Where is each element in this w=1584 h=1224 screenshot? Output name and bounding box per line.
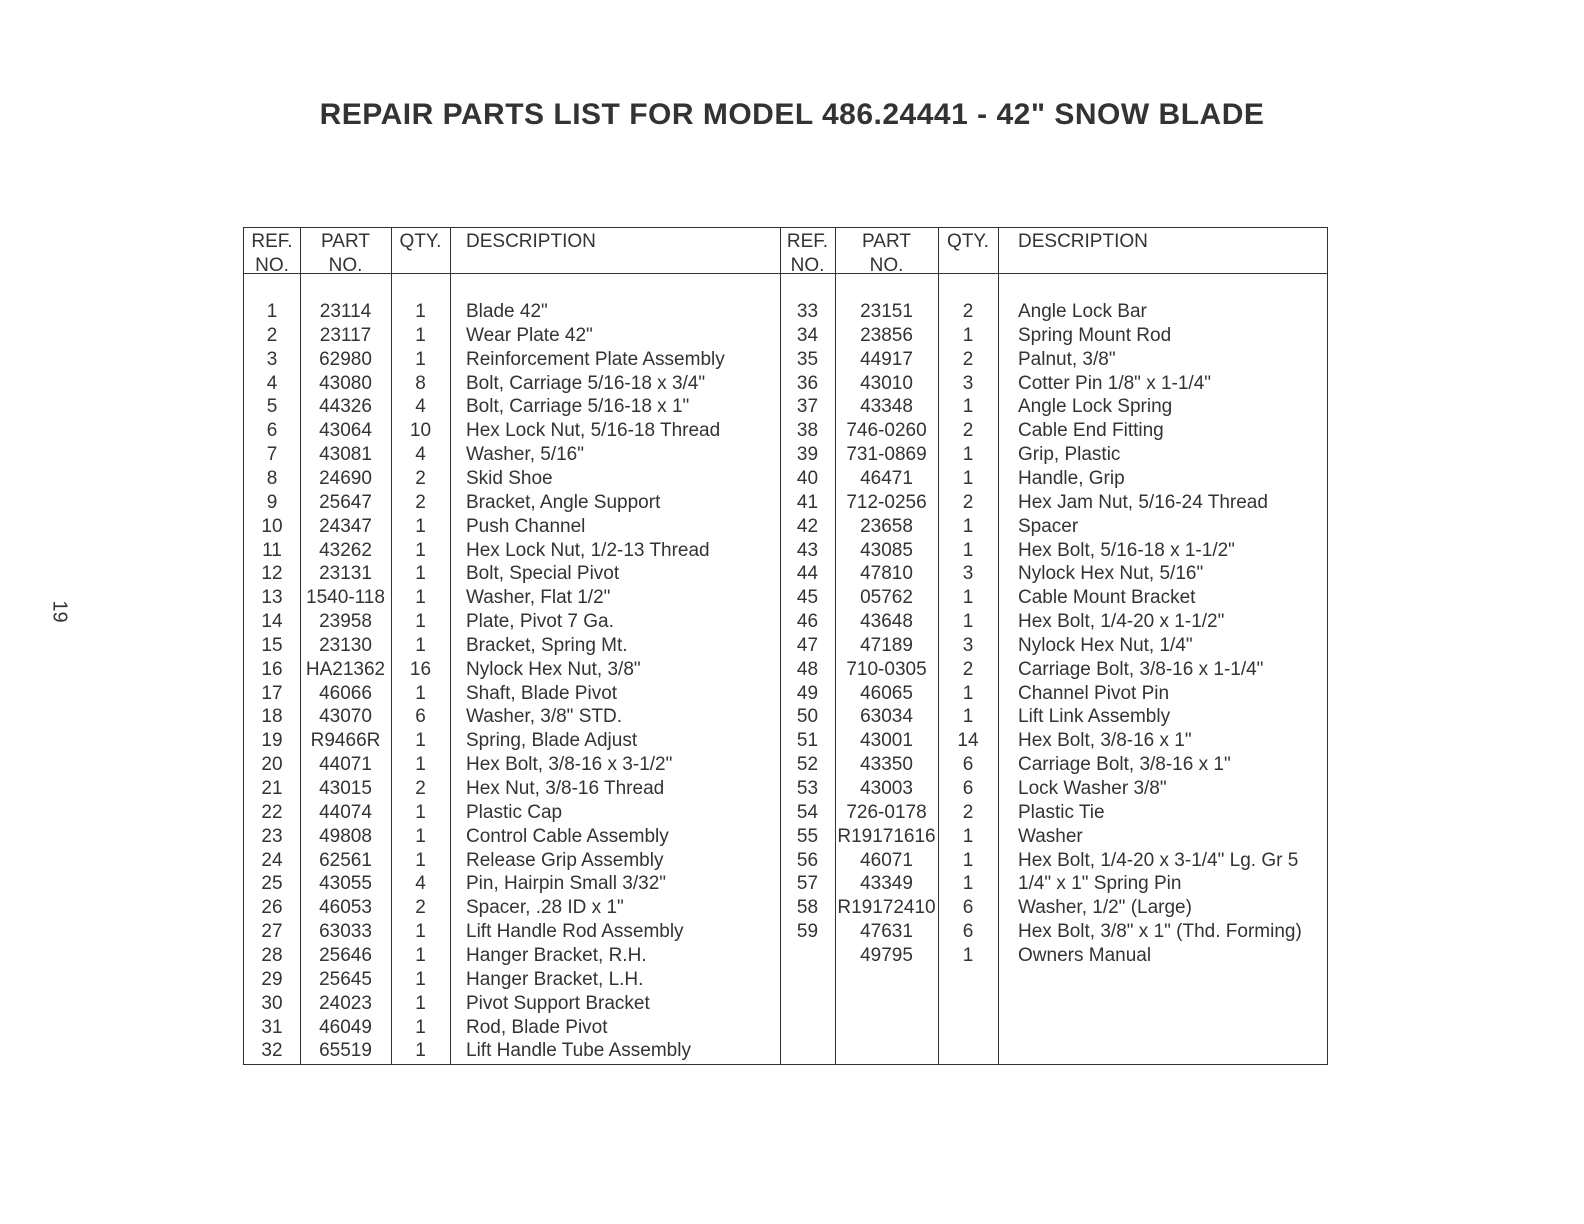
quantity: 14	[957, 730, 979, 752]
ref-number: 16	[261, 658, 283, 680]
quantity: 3	[962, 634, 974, 656]
ref-number: 38	[796, 420, 819, 442]
ref-number: 29	[261, 968, 283, 990]
description: Owners Manual	[1018, 944, 1152, 966]
ref-number: 42	[796, 515, 819, 537]
ref-number: 59	[796, 921, 819, 943]
description: Lift Handle Rod Assembly	[466, 921, 684, 943]
quantity: 6	[962, 778, 974, 799]
description: Pivot Support Bracket	[466, 992, 650, 1014]
description: Palnut, 3/8"	[1018, 348, 1116, 370]
quantity: 1	[962, 515, 974, 537]
ref-number: 27	[261, 921, 283, 943]
ref-number: 3	[266, 348, 278, 370]
parts-row	[244, 682, 1327, 706]
ref-number: 28	[261, 944, 283, 966]
quantity: 1	[962, 587, 974, 609]
quantity: 1	[415, 849, 426, 871]
ref-number: 1	[266, 301, 278, 322]
ref-number: 15	[261, 634, 283, 656]
quantity: 1	[962, 539, 974, 561]
quantity: 1	[962, 324, 974, 346]
part-number: 726-0178	[846, 801, 927, 823]
part-number: 43070	[319, 706, 372, 728]
ref-number: 50	[796, 706, 819, 728]
parts-row	[244, 419, 1327, 443]
quantity: 1	[415, 944, 426, 966]
ref-number: 14	[261, 611, 283, 633]
parts-row	[244, 777, 1327, 801]
quantity: 2	[962, 801, 974, 823]
part-number: 62980	[319, 348, 372, 370]
part-number: 23131	[319, 563, 372, 585]
description: Washer, 1/2" (Large)	[1018, 897, 1192, 919]
quantity: 1	[415, 921, 426, 943]
parts-row	[244, 920, 1327, 944]
description: Spacer, .28 ID x 1"	[466, 897, 624, 919]
quantity: 1	[415, 634, 426, 656]
part-number: 731-0869	[846, 444, 927, 466]
description: Carriage Bolt, 3/8-16 x 1"	[1018, 754, 1231, 776]
parts-row	[244, 300, 1327, 324]
ref-number: 58	[796, 897, 819, 919]
description: Nylock Hex Nut, 5/16"	[1018, 563, 1204, 585]
quantity: 2	[415, 491, 426, 513]
ref-number: 51	[796, 730, 819, 752]
quantity: 1	[415, 968, 426, 990]
header-part-line2: NO.	[869, 255, 904, 276]
parts-row	[244, 348, 1327, 372]
ref-number: 24	[261, 849, 283, 871]
description: Angle Lock Bar	[1018, 301, 1147, 322]
description: Handle, Grip	[1018, 467, 1125, 489]
header-part-line1: PART	[862, 231, 911, 252]
part-number: 05762	[860, 587, 913, 609]
parts-row	[244, 610, 1327, 634]
quantity: 1	[962, 611, 974, 633]
part-number: R19171616	[837, 825, 936, 847]
ref-number: 47	[796, 634, 819, 656]
page-title: REPAIR PARTS LIST FOR MODEL 486.24441 - 42" SNOW BLADE	[319, 98, 1265, 131]
part-number: 46471	[860, 467, 913, 489]
quantity: 1	[415, 515, 426, 537]
part-number: 47810	[860, 563, 913, 585]
part-number: 43262	[319, 539, 372, 561]
header-part-line2: NO.	[328, 255, 363, 276]
quantity: 1	[415, 730, 426, 752]
ref-number: 48	[796, 658, 819, 680]
description: Nylock Hex Nut, 3/8"	[466, 658, 641, 680]
part-number: 23658	[860, 515, 913, 537]
part-number: 63033	[319, 921, 372, 943]
header-ref-line1: REF.	[251, 231, 293, 252]
description: Control Cable Assembly	[466, 825, 669, 847]
description: Wear Plate 42"	[466, 324, 593, 346]
part-number: 49808	[319, 825, 372, 847]
description: Release Grip Assembly	[466, 849, 664, 871]
quantity: 1	[962, 873, 974, 895]
ref-number: 11	[262, 539, 282, 561]
part-number: 46049	[319, 1016, 372, 1038]
quantity: 1	[415, 801, 426, 823]
ref-number: 13	[261, 587, 283, 609]
part-number: 710-0305	[846, 658, 927, 680]
description: Lift Handle Tube Assembly	[466, 1040, 691, 1062]
description: Rod, Blade Pivot	[466, 1016, 608, 1038]
part-number: 23114	[319, 301, 372, 322]
parts-row	[244, 395, 1327, 419]
part-number: 43010	[860, 372, 913, 394]
page-number: 19	[48, 600, 71, 623]
part-number: 23856	[860, 324, 913, 346]
quantity: 1	[962, 467, 974, 489]
ref-number: 4	[266, 372, 278, 394]
ref-number: 55	[796, 825, 819, 847]
quantity: 3	[962, 563, 974, 585]
quantity: 1	[415, 682, 426, 704]
quantity: 1	[415, 754, 426, 776]
ref-number: 39	[796, 444, 819, 466]
description: Hex Lock Nut, 1/2-13 Thread	[466, 539, 710, 561]
part-number: 24347	[319, 515, 372, 537]
ref-number: 21	[261, 778, 283, 799]
ref-number: 9	[266, 491, 278, 513]
part-number: 712-0256	[846, 491, 927, 513]
header-ref-line2: NO.	[255, 255, 289, 276]
quantity: 1	[415, 348, 426, 370]
description: Hanger Bracket, R.H.	[466, 944, 647, 966]
quantity: 8	[415, 372, 426, 394]
description: Nylock Hex Nut, 1/4"	[1018, 634, 1193, 656]
part-number: 43085	[860, 539, 913, 561]
description: Cable Mount Bracket	[1018, 587, 1196, 609]
description: Carriage Bolt, 3/8-16 x 1-1/4"	[1018, 658, 1264, 680]
quantity: 2	[962, 420, 974, 442]
header-ref-line2: NO.	[790, 255, 825, 276]
ref-number: 32	[261, 1040, 283, 1062]
description: Hex Bolt, 1/4-20 x 3-1/4" Lg. Gr 5	[1018, 849, 1299, 871]
part-number: 43081	[319, 444, 372, 466]
description: Washer	[1018, 825, 1083, 847]
ref-number: 18	[261, 706, 283, 728]
description: Push Channel	[466, 515, 586, 537]
part-number: 23130	[319, 634, 372, 656]
part-number: 44074	[319, 801, 372, 823]
description: Pin, Hairpin Small 3/32"	[466, 873, 667, 895]
quantity: 1	[962, 825, 974, 847]
ref-number: 19	[261, 730, 283, 752]
description: Cable End Fitting	[1018, 420, 1164, 442]
part-number: 23117	[319, 324, 372, 346]
quantity: 1	[415, 587, 426, 609]
ref-number: 5	[266, 396, 278, 418]
parts-row	[244, 1039, 1327, 1063]
part-number: 43348	[860, 396, 913, 418]
ref-number: 43	[796, 539, 819, 561]
quantity: 1	[962, 706, 974, 728]
ref-number: 37	[796, 396, 819, 418]
ref-number: 23	[261, 825, 283, 847]
quantity: 4	[415, 444, 426, 466]
description: Bracket, Spring Mt.	[466, 634, 628, 656]
part-number: 43349	[860, 873, 913, 895]
parts-row	[244, 729, 1327, 753]
part-number: 49795	[860, 944, 913, 966]
parts-row	[244, 944, 1327, 968]
ref-number: 45	[796, 587, 819, 609]
description: Spring, Blade Adjust	[466, 730, 638, 752]
quantity: 10	[409, 420, 432, 442]
ref-number: 57	[796, 873, 819, 895]
ref-number: 25	[261, 873, 283, 895]
quantity: 6	[962, 921, 974, 943]
part-number: 43055	[319, 873, 372, 895]
part-number: 43001	[860, 730, 913, 752]
description: Channel Pivot Pin	[1018, 682, 1170, 704]
part-number: 62561	[319, 849, 372, 871]
ref-number: 34	[796, 324, 819, 346]
description: Spring Mount Rod	[1018, 324, 1172, 346]
description: Plate, Pivot 7 Ga.	[466, 611, 614, 633]
parts-row	[244, 586, 1327, 610]
description: Grip, Plastic	[1018, 444, 1121, 466]
description: Bolt, Special Pivot	[466, 563, 620, 585]
parts-row	[244, 515, 1327, 539]
part-number: 23958	[319, 611, 372, 633]
quantity: 6	[415, 706, 426, 728]
header-ref-right	[780, 230, 835, 278]
ref-number: 8	[266, 467, 278, 489]
parts-row	[244, 443, 1327, 467]
header-part-left	[300, 230, 391, 278]
description: Hex Bolt, 5/16-18 x 1-1/2"	[1018, 539, 1235, 561]
ref-number: 33	[796, 301, 819, 322]
parts-row	[244, 467, 1327, 491]
part-number: 47631	[860, 921, 913, 943]
quantity: 4	[415, 396, 426, 418]
description: Blade 42"	[466, 301, 548, 322]
parts-row	[244, 992, 1327, 1016]
parts-row	[244, 539, 1327, 563]
parts-row	[244, 968, 1327, 992]
quantity: 16	[409, 658, 432, 680]
description: Hex Bolt, 3/8-16 x 3-1/2"	[466, 754, 673, 776]
quantity: 1	[415, 324, 426, 346]
quantity: 1	[962, 849, 974, 871]
ref-number: 44	[796, 563, 819, 585]
part-number: 25645	[319, 968, 372, 990]
part-number: 44326	[319, 396, 372, 418]
parts-row	[244, 753, 1327, 777]
ref-number: 10	[261, 515, 283, 537]
quantity: 1	[415, 301, 426, 322]
part-number: 46071	[860, 849, 913, 871]
ref-number: 36	[796, 372, 819, 394]
header-part-line1: PART	[321, 231, 370, 252]
ref-number: 2	[266, 324, 278, 346]
parts-row	[244, 1016, 1327, 1040]
description: Bracket, Angle Support	[466, 491, 661, 513]
quantity: 3	[962, 372, 974, 394]
header-qty-left: QTY.	[399, 231, 442, 252]
part-number: 46066	[319, 682, 372, 704]
parts-table	[243, 227, 1328, 1065]
ref-number: 20	[261, 754, 283, 776]
ref-number: 53	[796, 778, 819, 799]
description: Hex Bolt, 3/8" x 1" (Thd. Forming)	[1018, 921, 1302, 943]
description: Skid Shoe	[466, 467, 553, 489]
part-number: 43015	[319, 778, 372, 799]
quantity: 2	[962, 658, 974, 680]
ref-number: 26	[261, 897, 283, 919]
description: Shaft, Blade Pivot	[466, 682, 618, 704]
quantity: 6	[962, 754, 974, 776]
ref-number: 30	[261, 992, 283, 1014]
ref-number: 40	[796, 467, 819, 489]
quantity: 1	[415, 1016, 426, 1038]
ref-number: 35	[796, 348, 819, 370]
part-number: 65519	[319, 1040, 372, 1062]
quantity: 1	[415, 992, 426, 1014]
ref-number: 22	[261, 801, 283, 823]
ref-number: 12	[261, 563, 283, 585]
quantity: 1	[415, 825, 426, 847]
part-number: 1540-118	[306, 587, 385, 609]
part-number: 44917	[860, 348, 913, 370]
description: Washer, 5/16"	[466, 444, 584, 466]
part-number: R9466R	[310, 730, 381, 752]
ref-number: 41	[796, 491, 819, 513]
description: Washer, Flat 1/2"	[466, 587, 611, 609]
description: Plastic Tie	[1018, 801, 1105, 823]
ref-number: 17	[261, 682, 283, 704]
parts-row	[244, 825, 1327, 849]
parts-row	[244, 872, 1327, 896]
ref-number: 56	[796, 849, 819, 871]
part-number: 43064	[319, 420, 372, 442]
description: Hex Nut, 3/8-16 Thread	[466, 778, 665, 799]
quantity: 2	[415, 897, 426, 919]
description: Hex Bolt, 1/4-20 x 1-1/2"	[1018, 611, 1225, 633]
header-qty-right: QTY.	[947, 231, 989, 252]
part-number: 23151	[860, 301, 913, 322]
parts-row	[244, 705, 1327, 729]
description: Cotter Pin 1/8" x 1-1/4"	[1018, 372, 1212, 394]
quantity: 1	[962, 944, 974, 966]
part-number: 25646	[319, 944, 372, 966]
parts-row	[244, 372, 1327, 396]
quantity: 1	[415, 563, 426, 585]
quantity: 6	[962, 897, 974, 919]
header-description-right: DESCRIPTION	[1018, 231, 1148, 252]
part-number: 43648	[860, 611, 913, 633]
quantity: 2	[962, 301, 974, 322]
part-number: 43350	[860, 754, 913, 776]
ref-number: 31	[261, 1016, 283, 1038]
quantity: 1	[415, 539, 426, 561]
description: Reinforcement Plate Assembly	[466, 348, 725, 370]
description: Hex Lock Nut, 5/16-18 Thread	[466, 420, 721, 442]
parts-row	[244, 491, 1327, 515]
parts-row	[244, 801, 1327, 825]
part-number: 746-0260	[846, 420, 927, 442]
description: Lift Link Assembly	[1018, 706, 1171, 728]
parts-row	[244, 896, 1327, 920]
part-number: R19172410	[837, 897, 936, 919]
description: Hanger Bracket, L.H.	[466, 968, 644, 990]
part-number: 25647	[319, 491, 372, 513]
ref-number: 46	[796, 611, 819, 633]
description: Spacer	[1018, 515, 1079, 537]
parts-row	[244, 634, 1327, 658]
parts-row	[244, 324, 1327, 348]
description: Hex Bolt, 3/8-16 x 1"	[1018, 730, 1192, 752]
parts-row	[244, 562, 1327, 586]
part-number: 46065	[860, 682, 913, 704]
quantity: 2	[415, 467, 426, 489]
part-number: 43080	[319, 372, 372, 394]
part-number: 24023	[319, 992, 372, 1014]
description: Washer, 3/8" STD.	[466, 706, 622, 728]
quantity: 1	[415, 611, 426, 633]
quantity: 1	[962, 682, 974, 704]
part-number: 47189	[860, 634, 913, 656]
part-number: 24690	[319, 467, 372, 489]
part-number: 44071	[319, 754, 372, 776]
quantity: 2	[962, 348, 974, 370]
quantity: 1	[962, 444, 974, 466]
ref-number: 54	[796, 801, 819, 823]
header-description-left: DESCRIPTION	[466, 231, 596, 252]
part-number: 43003	[860, 778, 913, 799]
quantity: 1	[415, 1040, 426, 1062]
quantity: 1	[962, 396, 974, 418]
description: Lock Washer 3/8"	[1018, 778, 1167, 799]
description: Angle Lock Spring	[1018, 396, 1173, 418]
quantity: 2	[415, 778, 426, 799]
header-part-right	[835, 230, 938, 278]
header-ref-left	[244, 230, 300, 278]
parts-row	[244, 658, 1327, 682]
part-number: 46053	[319, 897, 372, 919]
parts-row	[244, 849, 1327, 873]
description: Plastic Cap	[466, 801, 563, 823]
header-ref-line1: REF.	[786, 231, 829, 252]
quantity: 4	[415, 873, 426, 895]
description: Hex Jam Nut, 5/16-24 Thread	[1018, 491, 1268, 513]
quantity: 2	[962, 491, 974, 513]
description: Bolt, Carriage 5/16-18 x 3/4"	[466, 372, 706, 394]
ref-number: 52	[796, 754, 819, 776]
part-number: 63034	[860, 706, 913, 728]
description: Bolt, Carriage 5/16-18 x 1"	[466, 396, 690, 418]
ref-number: 6	[266, 420, 278, 442]
part-number: HA21362	[305, 658, 386, 680]
description: 1/4" x 1" Spring Pin	[1018, 873, 1182, 895]
ref-number: 7	[266, 444, 278, 466]
ref-number: 49	[796, 682, 819, 704]
